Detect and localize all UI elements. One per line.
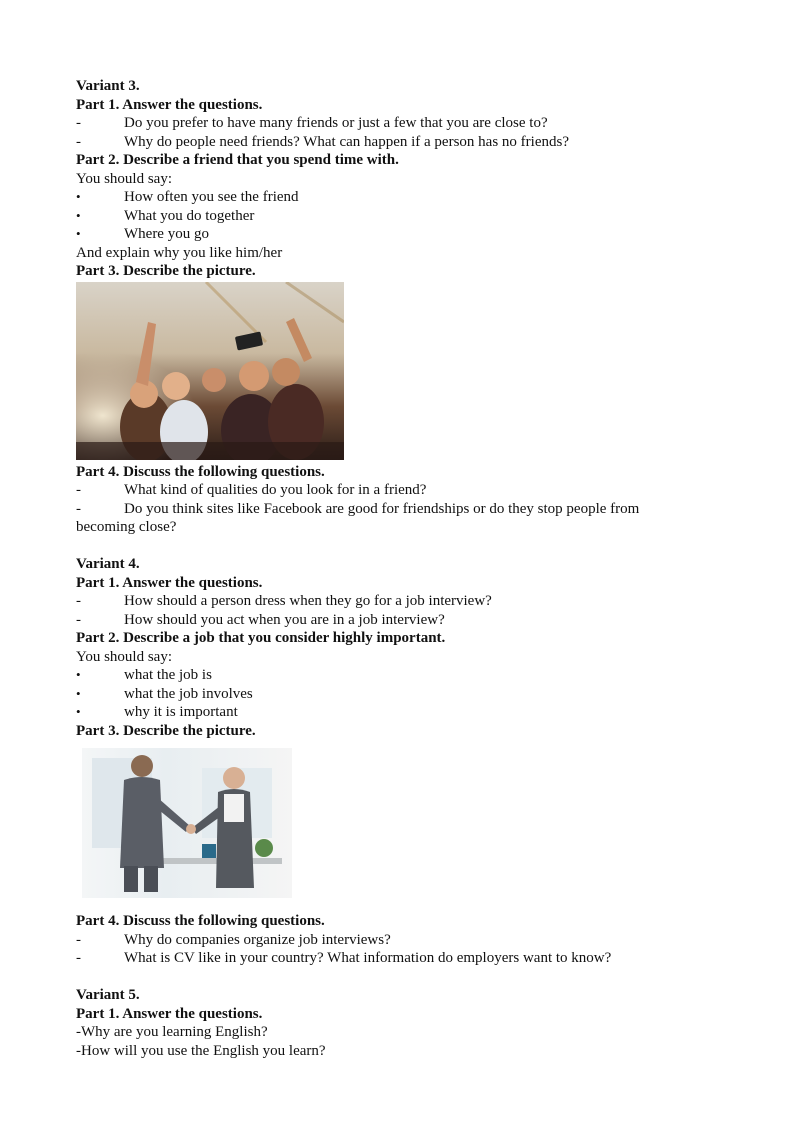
dash-marker: - [76,593,81,609]
v4-part2-heading: Part 2. Describe a job that you consider highly important. [76,630,446,646]
v3-part4-item: - What kind of qualities do you look for in a friend? [76,482,427,498]
dash-marker: - [76,115,81,131]
bullet-marker: • [76,685,81,701]
v3-part2-heading: Part 2. Describe a friend that you spend time with. [76,152,399,168]
v5-part1-heading: Part 1. Answer the questions. [76,1005,263,1022]
v4-part1-item: - How should you act when you are in a job interview? [76,611,445,628]
v3-part4-continuation: becoming close? [76,519,177,535]
dash-marker: - [76,482,81,498]
bullet-marker: • [76,226,81,241]
v3-part2-outro: And explain why you like him/her [76,244,283,261]
bullet-marker: • [76,207,81,223]
friends-selfie-photo [76,282,344,460]
dash-marker: - [76,950,81,966]
v4-part4-item: - What is CV like in your country? What information do employers want to know? [76,950,612,966]
v3-part1-item: - Do you prefer to have many friends or just a few that you are close to? [76,115,548,131]
v4-part2-bullet: • what the job involves [76,685,253,702]
bullet-marker: • [76,667,81,682]
v4-part4-heading: Part 4. Discuss the following questions. [76,913,325,929]
v3-part1-item: - Why do people need friends? What can happen if a person has no friends? [76,133,569,150]
v4-part2-intro: You should say: [76,648,172,665]
v3-part2-bullet: • What you do together [76,207,255,224]
job-interview-handshake-photo [82,748,292,898]
bullet-marker: • [76,704,81,719]
v3-part2-bullet: • Where you go [76,226,209,242]
v5-part1-item: -How will you use the English you learn? [76,1042,326,1059]
bullet-marker: • [76,189,81,204]
dash-marker: - [76,611,81,628]
v4-part3-heading: Part 3. Describe the picture. [76,722,256,739]
v3-part2-intro: You should say: [76,170,172,187]
v4-part1-item: - How should a person dress when they go for a job interview? [76,593,492,609]
v3-part4-item: - Do you think sites like Facebook are good for friendships or do they stop people from [76,500,640,517]
variant-5-title: Variant 5. [76,987,140,1003]
v4-part4-item: - Why do companies organize job interviews? [76,931,391,948]
v3-part2-bullet: • How often you see the friend [76,189,299,205]
v4-part1-heading: Part 1. Answer the questions. [76,574,263,591]
document-content [76,77,716,1060]
v3-part4-heading: Part 4. Discuss the following questions. [76,463,325,480]
v3-part3-heading: Part 3. Describe the picture. [76,263,256,279]
variant-4-title: Variant 4. [76,556,140,572]
dash-marker: - [76,500,81,517]
v4-part2-bullet: • what the job is [76,667,212,683]
v3-part1-heading: Part 1. Answer the questions. [76,96,263,113]
v4-part2-bullet: • why it is important [76,704,238,720]
v5-part1-item: -Why are you learning English? [76,1024,268,1040]
variant-3-title: Variant 3. [76,78,140,94]
dash-marker: - [76,931,81,948]
dash-marker: - [76,133,81,150]
